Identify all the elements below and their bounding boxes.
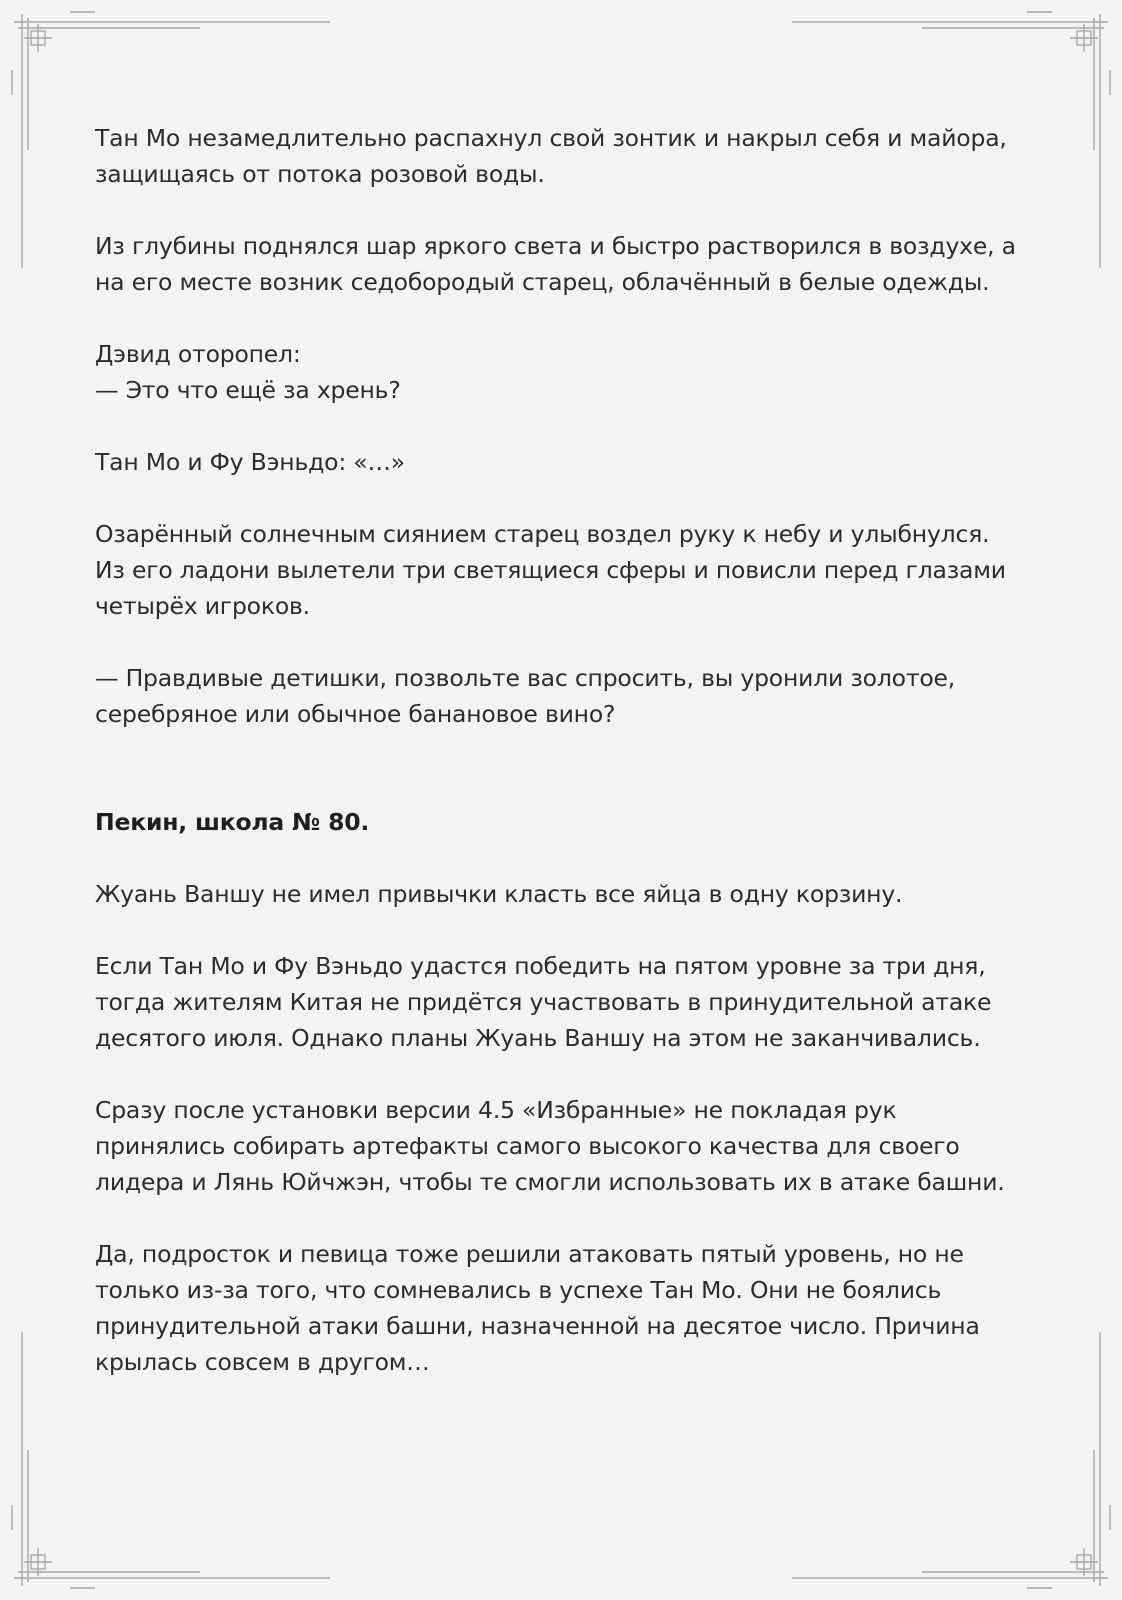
paragraph: Сразу после установки версии 4.5 «Избранные» не покладая рук принялись собирать артефакты самого высокого качества для своего лидера и Лянь Юйчжэн, чтобы те смогли использовать их в атаке башни.: [95, 1096, 1005, 1196]
paragraph: Если Тан Мо и Фу Вэньдо удастся победить на пятом уровне за три дня, тогда жителям Китая не придётся участвовать в принудительной атаке десятого июля. Однако планы Жуань Ваншу на этом не заканчивались.: [95, 952, 992, 1052]
paragraph: Из глубины поднялся шар яркого света и быстро растворился в воздухе, а на его месте возник седобородый старец, облачённый в белые одежды.: [95, 232, 1016, 296]
paragraph: Да, подросток и певица тоже решили атаковать пятый уровень, но не только из-за того, что сомневались в успехе Тан Мо. Они не боялись принудительной атаки башни, назначенной на десятое число. Причина крылась совсем в другом…: [95, 1240, 980, 1376]
paragraph: Тан Мо незамедлительно распахнул свой зонтик и накрыл себя и майора, защищаясь от потока розовой воды.: [95, 124, 1007, 188]
paragraph: Жуань Ваншу не имел привычки класть все яйца в одну корзину.: [95, 880, 903, 908]
text-body: [95, 120, 1035, 1380]
section-heading: Пекин, школа № 80.: [95, 808, 370, 836]
paragraph: Тан Мо и Фу Вэньдо: «…»: [95, 448, 405, 476]
paragraph: Озарённый солнечным сиянием старец воздел руку к небу и улыбнулся. Из его ладони вылетели три светящиеся сферы и повисли перед глазами четырёх игроков.: [95, 520, 1006, 620]
paragraph: — Правдивые детишки, позвольте вас спросить, вы уронили золотое, серебряное или обычное банановое вино?: [95, 664, 956, 728]
paragraph: Дэвид оторопел: — Это что ещё за хрень?: [95, 340, 401, 404]
